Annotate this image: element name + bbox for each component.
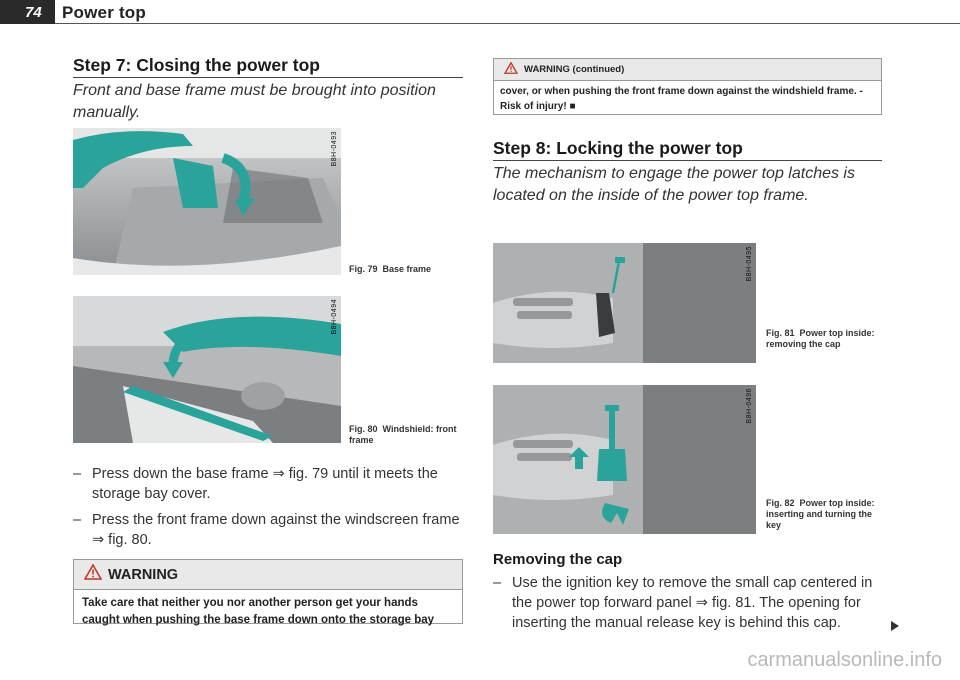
section-lead-step8: The mechanism to engage the power top latches is located on the inside of the power top frame. (493, 165, 855, 204)
warning-continued-text: cover, or when pushing the front frame down against the windshield frame. - Risk of injury! ■ (500, 86, 863, 112)
section-heading-rule (73, 77, 463, 78)
continue-arrow-icon (888, 619, 902, 638)
figure-80-title: Windshield: front frame (349, 424, 457, 445)
watermark: carmanualsonline.info (747, 649, 942, 671)
figure-81-number: Fig. 81 (766, 328, 795, 338)
section-lead-step7: Front and base frame must be brought into position manually. (73, 82, 436, 121)
figure-80-code: B8H-0494 (331, 299, 338, 335)
figure-81-code: B8H-0495 (746, 246, 753, 282)
page-number: 74 (25, 4, 42, 21)
figure-82-code: B8H-0496 (746, 388, 753, 424)
figure-80-number: Fig. 80 (349, 424, 378, 434)
figure-81-title: Power top inside: removing the cap (766, 328, 875, 349)
warning-triangle-icon (84, 564, 102, 585)
figure-80-image (73, 296, 341, 443)
warning-box (73, 559, 463, 624)
figure-82-caption (766, 498, 876, 531)
section-heading-step7: Step 7: Closing the power top (73, 55, 320, 75)
figure-80-caption (349, 424, 459, 446)
section-heading-step8: Step 8: Locking the power top (493, 138, 743, 158)
warning-text: Take care that neither you nor another person get your hands caught when pushing the base frame down onto the storage bay (82, 597, 435, 626)
header-divider (55, 23, 960, 24)
section-heading-rule (493, 160, 882, 161)
warning-continued-header (494, 59, 881, 81)
figure-82-number: Fig. 82 (766, 498, 795, 508)
warning-triangle-icon (504, 61, 518, 79)
warning-title: WARNING (108, 566, 179, 583)
figure-81-image (493, 243, 756, 363)
list-item: – Press the front frame down against the windscreen frame ⇒ fig. 80. (73, 512, 460, 548)
figure-79-code: B8H-0493 (331, 131, 338, 167)
list-item: – Press down the base frame ⇒ fig. 79 until it meets the storage bay cover. (73, 466, 438, 502)
list-item: – Use the ignition key to remove the small cap centered in the power top forward panel ⇒ fig. 81. The opening for inserting the manual release key is behind this cap. (493, 575, 873, 631)
figure-79-number: Fig. 79 (349, 264, 378, 274)
warning-continued-title: WARNING (continued) (524, 64, 625, 75)
subsection-heading: Removing the cap (493, 551, 623, 568)
figure-79-image (73, 128, 341, 275)
figure-82-title: Power top inside: inserting and turning the key (766, 498, 875, 530)
warning-header (74, 560, 462, 590)
figure-79-title: Base frame (382, 264, 432, 274)
figure-79-caption (349, 264, 459, 275)
warning-continued-box (493, 58, 882, 115)
figure-81-caption (766, 328, 876, 350)
chapter-title: Power top (62, 3, 146, 22)
figure-82-image (493, 385, 756, 534)
